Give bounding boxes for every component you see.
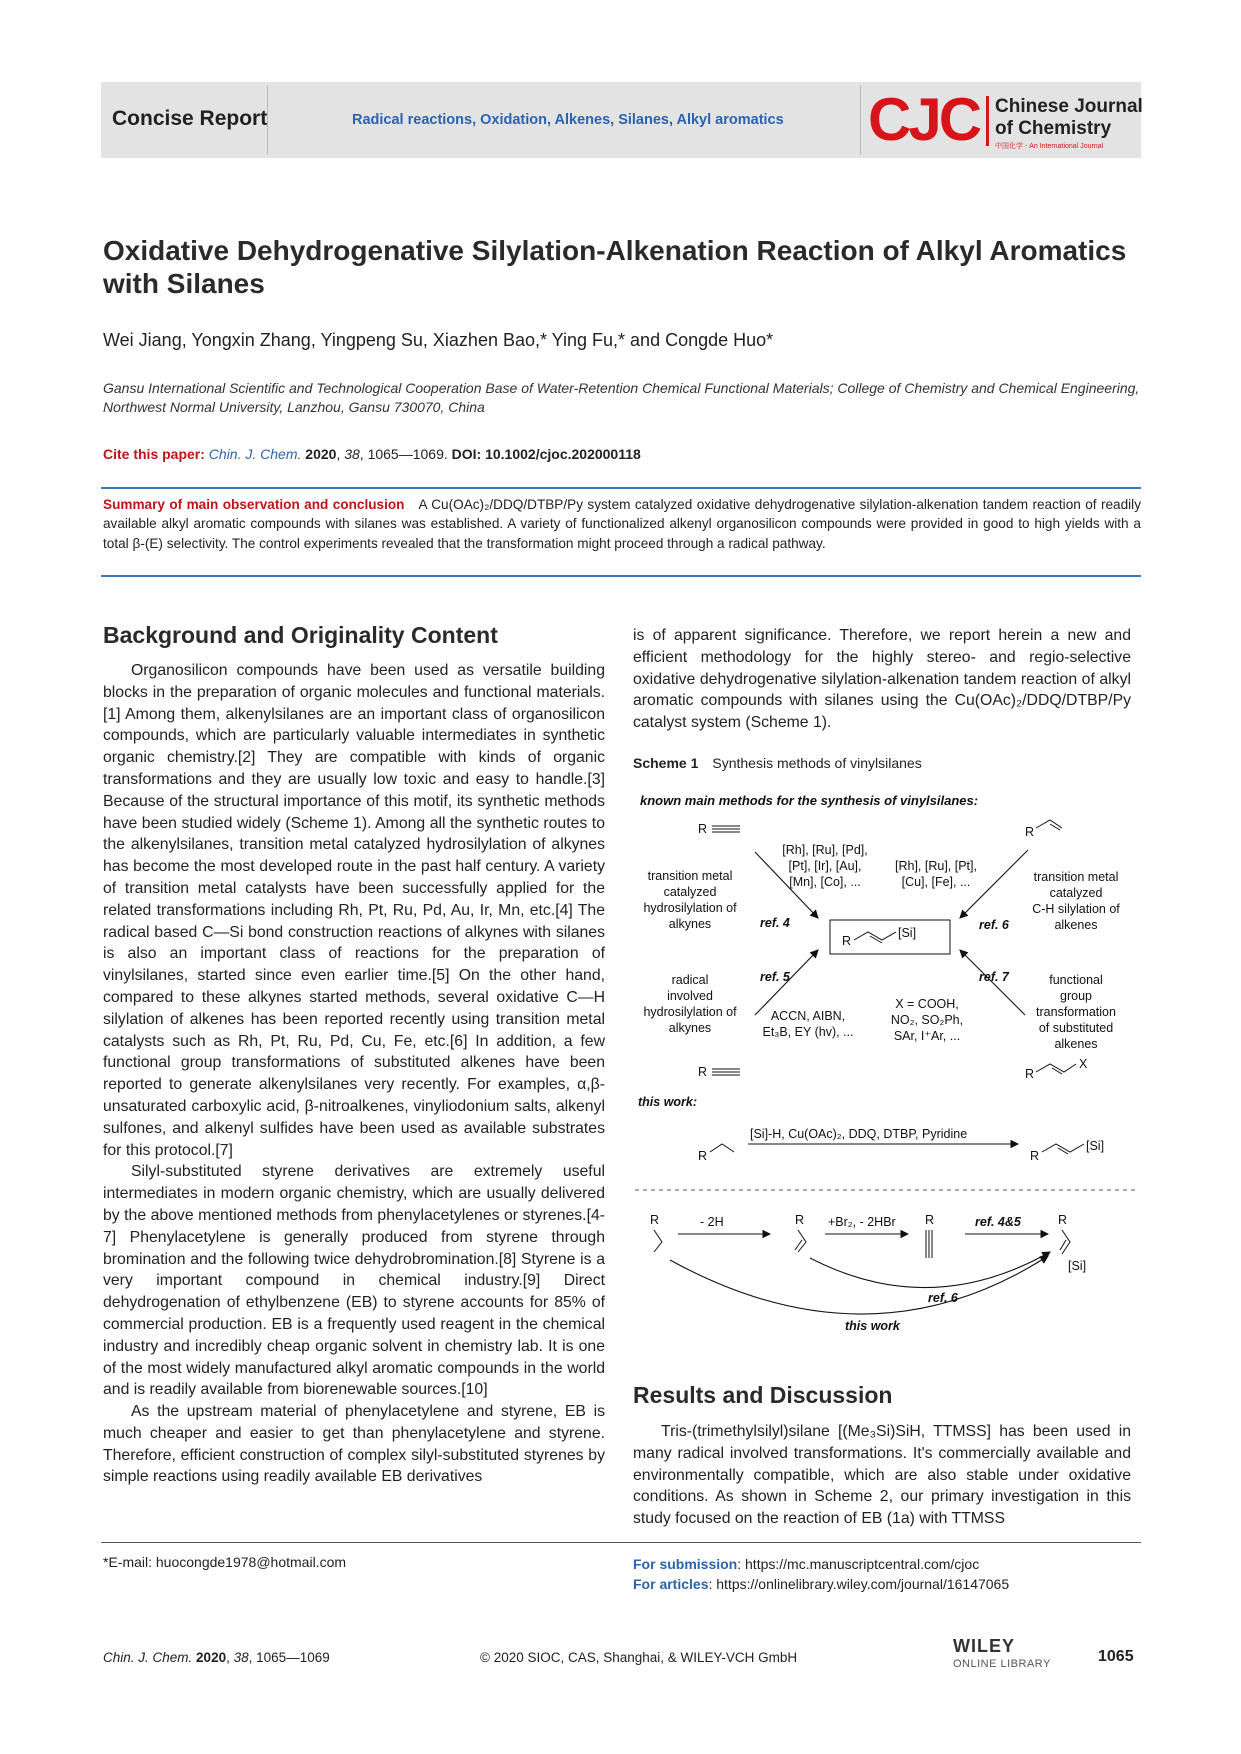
tl-label-line: transition metal bbox=[647, 869, 733, 883]
summary-rule-bottom bbox=[101, 575, 1141, 577]
tl-ref: ref. 4 bbox=[760, 916, 790, 930]
publisher-logo: WILEY bbox=[953, 1636, 1015, 1656]
cite-volume: 38 bbox=[344, 446, 360, 462]
summary-rule-top bbox=[101, 487, 1141, 489]
br-label-line: of substituted bbox=[1038, 1021, 1114, 1035]
bl-ref: ref. 5 bbox=[760, 970, 790, 984]
paragraph: Tris-(trimethylsilyl)silane [(Me₃Si)SiH, TTMSS] has been used in many radical involved transformations. It's commercially available and environmentally compatible, which are also stable under oxidative conditions. As shown in Scheme 2, our primary investigation in this study focused on the reaction of EB (1a) with TTMSS bbox=[633, 1423, 1131, 1528]
section-heading-results: Results and Discussion bbox=[633, 1382, 893, 1408]
bl-label-line: involved bbox=[667, 989, 713, 1003]
this-work-curve-label: this work bbox=[845, 1319, 900, 1333]
right-column-bottom bbox=[633, 1421, 1131, 1530]
r-label: R bbox=[795, 1213, 805, 1227]
bl-condition-line: Et₃B, EY (hv), ... bbox=[762, 1025, 854, 1039]
affiliation: Gansu International Scientific and Technological Cooperation Base of Water-Retention Chemical Functional Materials; College of Chemistry and Chemical Engineering, Northwest Normal University, Lanzhou, Gansu 730070, China bbox=[103, 380, 1140, 415]
cite-year: 2020 bbox=[305, 446, 337, 462]
scheme-1-figure bbox=[630, 790, 1145, 1333]
paragraph: Silyl-substituted styrene derivatives are extremely useful intermediates in modern organic chemistry, which are usually delivered by the above mentioned methods from phenylacetylenes or styrenes.[4-7] Phenylacetylene is generally produced from styrene through bromination and the following twice dehydrobromination.[8] Styrene is a very important compound in chemical industry.[9] Direct dehydrogenation of ethylbenzene (EB) to styrene accounts for 85% of commercial production. EB is a frequently used reagent in the chemical industry and incredibly cheap organic solvent in chemistry lab. It is one of the most widely manufactured alkyl aromatic compounds in the world and is readily available from biorenewable sources.[10] bbox=[103, 1163, 605, 1399]
tl-label-line: alkynes bbox=[668, 917, 712, 931]
tr-label-line: alkenes bbox=[1054, 918, 1098, 932]
journal-logo: CJC bbox=[868, 86, 980, 153]
alkene-bond bbox=[1036, 820, 1062, 828]
r-label: R bbox=[1058, 1213, 1068, 1227]
step1-label: - 2H bbox=[700, 1215, 724, 1229]
r-label: R bbox=[1025, 1067, 1035, 1081]
left-column bbox=[103, 660, 605, 1488]
paragraph: Organosilicon compounds have been used as versatile building blocks in the preparation of organic molecules and functional materials.[1] Among them, alkenylsilanes are an important class of organosilicon compounds, which are particularly valuable intermediates in synthetic organic chemistry.[2] They are compatible with kinds of organic transformations and they are usually low toxic and easy to handle.[3] Because of the structural importance of this motif, its synthetic methods have been studied widely (Scheme 1). Among all the synthetic routes to the alkenylsilanes, transition metal catalyzed hydrosilylation of alkynes has become the most developed route in the past half century. A variety of transition metal catalysts have been successfully applied for the related transformations including Rh, Pt, Ru, Pd, Au, Ir, Mn, etc.[4] The radical based C—Si bond construction reactions of alkynes with silanes is also an important class of reactions for the preparation of vinylsilanes, started since even earlier time.[5] On the other hand, compared to these alkynes started methods, several oxidative C—H silylation of alkenes has been reported recently using transition metal catalysts such as Rh, Pt, Ru, Pd, Cu, Fe, etc.[6] In addition, a few functional group transformations of substituted alkenes have been reported to generate alkenylsilanes very recently. For examples, α,β-unsaturated carboxylic acid, β-nitroalkenes, vinyliodonium salts, alkenyl sulfones, and alkenyl sulfides have been used as available substrates for this protocol.[7] bbox=[103, 662, 605, 1159]
tr-condition-line: [Rh], [Ru], [Pt], bbox=[895, 859, 977, 873]
journal-links bbox=[633, 1554, 1009, 1594]
paragraph: As the upstream material of phenylacetylene and styrene, EB is much cheaper and easier to get than phenylacetylene and styrene. Therefore, efficient construction of complex silyl-substituted styrenes by simple reactions using readily available EB derivatives bbox=[103, 1403, 605, 1486]
r-label: R bbox=[650, 1213, 660, 1227]
product-bond bbox=[1062, 1230, 1070, 1254]
r-label: R bbox=[1030, 1149, 1040, 1163]
scheme-caption bbox=[633, 755, 922, 771]
r-label: R bbox=[925, 1213, 935, 1227]
scheme-caption-label: Scheme 1 bbox=[633, 755, 699, 771]
ref6-curve-label: ref. 6 bbox=[928, 1291, 958, 1305]
logo-bar bbox=[986, 96, 989, 146]
section-heading-background: Background and Originality Content bbox=[103, 622, 498, 648]
scheme-caption-text: Synthesis methods of vinylsilanes bbox=[712, 755, 922, 771]
br-condition-line: X = COOH, bbox=[895, 997, 959, 1011]
tr-ref: ref. 6 bbox=[979, 918, 1009, 932]
tr-condition-line: [Cu], [Fe], ... bbox=[901, 875, 971, 889]
br-label-line: alkenes bbox=[1054, 1037, 1098, 1051]
this-work-conditions: [Si]-H, Cu(OAc)₂, DDQ, DTBP, Pyridine bbox=[750, 1127, 968, 1141]
product-bond bbox=[1058, 1148, 1068, 1154]
articles-link[interactable]: : https://onlinelibrary.wiley.com/journal/16147065 bbox=[708, 1576, 1010, 1592]
footer-citation: Chin. J. Chem. 2020, 38, 1065—1069 bbox=[103, 1650, 330, 1665]
summary-label: Summary of main observation and conclusion bbox=[103, 497, 405, 512]
step2-label: +Br₂, - 2HBr bbox=[828, 1215, 896, 1229]
footer-volume: 38 bbox=[233, 1650, 249, 1665]
step3-label: ref. 4&5 bbox=[975, 1215, 1021, 1229]
br-label-line: group bbox=[1060, 989, 1092, 1003]
footer-journal: Chin. J. Chem. bbox=[103, 1650, 193, 1665]
article-type: Concise Report bbox=[112, 107, 268, 130]
footer-copyright: © 2020 SIOC, CAS, Shanghai, & WILEY-VCH GmbH bbox=[480, 1650, 798, 1665]
r-label: R bbox=[1025, 825, 1035, 839]
publisher-sub: ONLINE LIBRARY bbox=[953, 1658, 1051, 1670]
footer-year: 2020 bbox=[196, 1650, 227, 1665]
br-ref: ref. 7 bbox=[979, 970, 1009, 984]
br-condition-line: NO₂, SO₂Ph, bbox=[890, 1013, 964, 1027]
journal-name-line2: of Chemistry bbox=[995, 118, 1112, 139]
summary bbox=[103, 495, 1141, 553]
ethyl-bond bbox=[654, 1230, 662, 1252]
r-label: R bbox=[698, 1149, 708, 1163]
alkene-bond bbox=[1050, 824, 1060, 830]
articles-label: For articles bbox=[633, 1576, 709, 1592]
product-r: R bbox=[842, 934, 852, 948]
vinyl-bond bbox=[798, 1230, 806, 1252]
r-label: R bbox=[698, 822, 708, 836]
summary-text: A Cu(OAc)₂/DDQ/DTBP/Py system catalyzed oxidative dehydrogenative silylation-alkenation tandem reaction of readily available alkyl aromatic compounds with silanes was established. A variety of functionalized alkenyl organosilicon compounds were provided in good to high yields with a total β-(E) selectivity. The control experiments revealed that the transformation might proceed through a radical pathway. bbox=[103, 497, 1141, 551]
header-divider bbox=[860, 86, 861, 154]
citation: Cite this paper: Chin. J. Chem. 2020, 38, 1065—1069. DOI: 10.1002/cjoc.202000118 bbox=[103, 446, 641, 462]
header-divider bbox=[267, 86, 268, 154]
br-condition-line: SAr, I⁺Ar, ... bbox=[893, 1029, 961, 1043]
journal-name-line1: Chinese Journal bbox=[995, 96, 1143, 117]
cite-pages: 1065—1069. bbox=[367, 446, 448, 462]
submission-label: For submission bbox=[633, 1556, 738, 1572]
bl-condition-line: ACCN, AIBN, bbox=[770, 1009, 846, 1023]
this-work-curve-arrow bbox=[670, 1256, 1048, 1314]
product-si: [Si] bbox=[898, 926, 917, 940]
bl-label-line: hydrosilylation of bbox=[643, 1005, 737, 1019]
journal-tagline: 中国化学 - An International Journal bbox=[995, 143, 1104, 150]
tr-label-line: C-H silylation of bbox=[1032, 902, 1120, 916]
keywords: Radical reactions, Oxidation, Alkenes, Silanes, Alkyl aromatics bbox=[352, 112, 784, 128]
cite-doi: DOI: 10.1002/cjoc.202000118 bbox=[451, 446, 641, 462]
ref6-curve-arrow bbox=[810, 1252, 1050, 1288]
footer-pages: 1065—1069 bbox=[256, 1650, 330, 1665]
this-work-label: this work: bbox=[638, 1095, 698, 1109]
corresponding-email: *E-mail: huocongde1978@hotmail.com bbox=[103, 1554, 347, 1570]
tl-condition-line: [Rh], [Ru], [Pd], bbox=[782, 843, 868, 857]
r-label: R bbox=[698, 1065, 708, 1079]
tr-label-line: transition metal bbox=[1033, 870, 1119, 884]
x-label: X bbox=[1079, 1057, 1088, 1071]
alkyne-triple-bond bbox=[712, 1069, 740, 1075]
product-si: [Si] bbox=[1086, 1139, 1105, 1153]
alkene-bond bbox=[1052, 1068, 1062, 1074]
alkyne-triple-bond bbox=[712, 826, 740, 832]
paragraph: is of apparent significance. Therefore, we report herein a new and efficient methodology for the highly stereo- and regio-selective oxidative dehydrogenative silylation-alkenation tandem reaction of alkyl aromatic compounds with silanes using the Cu(OAc)₂/DDQ/DTBP/Py catalyst system (Scheme 1). bbox=[633, 627, 1131, 732]
product-si: [Si] bbox=[1068, 1259, 1087, 1273]
br-label-line: transformation bbox=[1036, 1005, 1116, 1019]
authors: Wei Jiang, Yongxin Zhang, Yingpeng Su, Xiazhen Bao,* Ying Fu,* and Congde Huo* bbox=[103, 330, 774, 350]
scheme-heading: known main methods for the synthesis of vinylsilanes: bbox=[640, 793, 979, 808]
tl-condition-line: [Pt], [Ir], [Au], bbox=[788, 859, 862, 873]
paper-title: Oxidative Dehydrogenative Silylation-Alkenation Reaction of Alkyl Aromatics with Silanes bbox=[103, 235, 1127, 299]
cite-label: Cite this paper: bbox=[103, 446, 205, 462]
br-label-line: functional bbox=[1049, 973, 1103, 987]
tr-label-line: catalyzed bbox=[1049, 886, 1103, 900]
footnote-rule bbox=[101, 1542, 1141, 1543]
page-number: 1065 bbox=[1098, 1648, 1134, 1665]
tl-label-line: catalyzed bbox=[663, 885, 717, 899]
bl-label-line: radical bbox=[671, 973, 709, 987]
submission-link[interactable]: : https://mc.manuscriptcentral.com/cjoc bbox=[737, 1556, 980, 1572]
right-column-top bbox=[633, 625, 1131, 734]
ethyl-bond bbox=[710, 1144, 734, 1152]
cite-journal: Chin. J. Chem. bbox=[208, 446, 302, 462]
bl-label-line: alkynes bbox=[668, 1021, 712, 1035]
tl-label-line: hydrosilylation of bbox=[643, 901, 737, 915]
alkyne-triple-bond bbox=[926, 1230, 932, 1258]
tl-condition-line: [Mn], [Co], ... bbox=[789, 875, 861, 889]
